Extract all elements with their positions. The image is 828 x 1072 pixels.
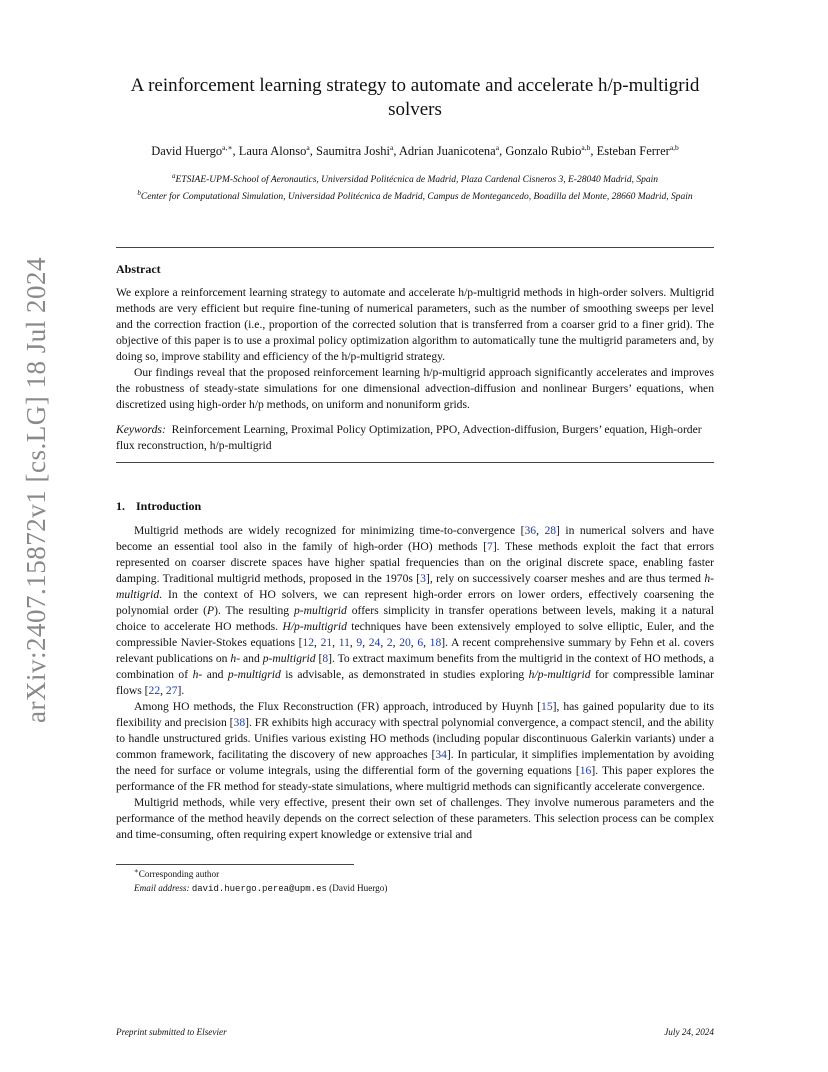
email-link[interactable]: david.huergo.perea@upm.es: [191, 883, 327, 894]
author-affiliation-mark: a: [389, 143, 394, 152]
citation-link[interactable]: 21: [320, 636, 333, 650]
citation-link[interactable]: 24: [368, 636, 381, 650]
keywords-text: Reinforcement Learning, Proximal Policy Optimization, PPO, Advection-diffusion, Burgers’ equation, High-order flux reconstruction, h/p-multigrid: [116, 423, 702, 453]
author-name: Gonzalo Rubio: [505, 144, 582, 159]
author-name: Saumitra Joshi: [316, 144, 390, 159]
arxiv-identifier-stamp: arXiv:2407.15872v1 [cs.LG] 18 Jul 2024: [21, 257, 51, 723]
affiliation-line: $^a$ETSIAE-UPM-School of Aeronautics, Universidad Politécnica de Madrid, Plaza Cardenal Cisneros 3, E-28040 Madrid, Spain: [172, 172, 658, 186]
footer-preprint: Preprint submitted to Elsevier: [116, 1027, 227, 1037]
author-affiliation-mark: a,b: [669, 143, 679, 152]
italic-term: p-multigrid: [227, 668, 281, 682]
italic-term: h/p-multigrid: [528, 668, 591, 682]
citation-link[interactable]: 20: [399, 636, 411, 650]
citation-link[interactable]: 12: [302, 636, 315, 650]
citation-link[interactable]: 18: [429, 636, 442, 650]
citation-link[interactable]: 2: [386, 636, 393, 650]
footnote-email: [134, 882, 714, 896]
author-affiliation-mark: a,b: [581, 143, 591, 152]
intro-paragraph-1: Multigrid methods are widely recognized for minimizing time-to-convergence [36, 28] in numerical solvers and have become an essential tool also in the family of high-order (HO) methods [7]. These methods exploit the fact that errors represented on coarser discrete spaces have higher spatial frequencies than on the original discrete space, enabling faster damping. Traditional multigrid methods, proposed in the 1970s [3], rely on successively coarser meshes and are thus termed h-multigrid. In the context of HO solvers, we can represent high-order errors on lower orders, effectively coarsening the polynomial order (P). The resulting p-multigrid offers simplicity in transfer operations between levels, making it a natural choice to accelerate HO methods. H/p-multigrid techniques have been extensively employed to solve elliptic, Euler, and the compressible Navier-Stokes equations [12, 21, 11, 9, 24, 2, 20, 6, 18]. A recent comprehensive summary by Fehn et al. covers relevant publications on h- and p-multigrid [8]. To extract maximum benefits from the multigrid in the context of HO methods, a combination of h- and p-multigrid is advisable, as demonstrated in studies exploring h/p-multigrid for compressible laminar flows [22, 27].: [116, 524, 715, 698]
citation-link[interactable]: 27: [165, 684, 178, 698]
citation-link[interactable]: 28: [544, 524, 557, 538]
italic-term: P: [206, 604, 215, 618]
email-label: Email address:: [134, 882, 190, 893]
citation-link[interactable]: 6: [417, 636, 424, 650]
citation-link[interactable]: 11: [338, 636, 350, 650]
author-affiliation-mark: a,∗: [222, 143, 233, 152]
affiliations: [116, 170, 714, 203]
citation-link[interactable]: 16: [579, 764, 592, 778]
author-name: Laura Alonso: [238, 144, 307, 159]
abstract-bottom-rule: [116, 462, 714, 463]
citation-link[interactable]: 9: [356, 636, 363, 650]
citation-link[interactable]: 3: [420, 572, 426, 586]
italic-term: h-: [230, 652, 241, 666]
footnote-corresponding: [134, 865, 714, 881]
citation-link[interactable]: 36: [524, 524, 537, 538]
intro-paragraph-2: Among HO methods, the Flux Reconstruction (FR) approach, introduced by Huynh [15], has gained popularity due to its flexibility and precision [38]. FR exhibits high accuracy with spectral polynomial convergence, a compact stencil, and the ability to handle unstructured grids. Unifies various existing HO methods (including popular discontinuous Galerkin variants) under a common framework, facilitating the discovery of new approaches [34]. In particular, it simplifies implementation by avoiding the need for surface or volume integrals, using the differential form of the governing equations [16]. This paper explores the performance of the FR method for steady-state simulations, where multigrid methods can significantly accelerate convergence.: [116, 700, 715, 794]
italic-term: h-multigrid: [116, 572, 714, 602]
paper-title: A reinforcement learning strategy to automate and accelerate h/p-multigrid solvers: [130, 75, 700, 120]
abstract-top-rule: [116, 247, 714, 248]
affiliation-line: $^b$Center for Computational Simulation, Universidad Politécnica de Madrid, Campus de Montegancedo, Boadilla del Monte, 28660 Madrid, Spain: [137, 188, 693, 202]
citation-link[interactable]: 22: [148, 684, 161, 698]
page-footer: [116, 1026, 714, 1038]
citation-link[interactable]: 8: [322, 652, 329, 666]
section-number: 1.: [116, 499, 125, 514]
author-name: Adrian Juanicotena: [398, 144, 496, 159]
citation-link[interactable]: 15: [541, 700, 553, 714]
abstract-paragraph-1: We explore a reinforcement learning strategy to automate and accelerate h/p-multigrid methods in high-order solvers. Multigrid methods are very efficient but require fine-tuning of numerical parameters, such as the number of smoothing sweeps per level and the correction fraction (i.e., proportion of the corrected solution that is transferred from a coarser grid to a finer grid). The objective of this paper is to use a proximal policy optimization algorithm to automatically tune the multigrid parameters and, by doing so, improve stability and efficiency of the h/p-multigrid strategy.: [116, 286, 714, 364]
author-name: Esteban Ferrer: [596, 144, 670, 159]
italic-term: p-multigrid: [262, 652, 316, 666]
footer-date: July 24, 2024: [664, 1027, 714, 1037]
abstract-heading: Abstract: [116, 262, 161, 277]
abstract-body: [116, 285, 714, 413]
keywords: [116, 422, 714, 454]
italic-term: p-multigrid: [294, 604, 347, 618]
email-owner: (David Huergo): [329, 882, 388, 893]
author-affiliation-mark: a: [495, 143, 500, 152]
footnote-marker: ∗: [134, 867, 139, 876]
section-title: Introduction: [136, 499, 202, 514]
citation-link[interactable]: 38: [233, 716, 246, 730]
citation-link[interactable]: 7: [487, 540, 493, 554]
italic-term: h-: [192, 668, 203, 682]
author-name: David Huergo: [151, 144, 223, 159]
footnote-text: Corresponding author: [138, 869, 220, 880]
italic-term: H/p-multigrid: [282, 620, 347, 634]
author-list: David Huergo$^{a,∗}$, Laura Alonso$^a$, Saumitra Joshi$^a$, Adrian Juanicotena$^a$, Gonzalo Rubio$^{a,b}$, Esteban Ferrer$^{a,b}$: [151, 143, 679, 159]
paper-page: [116, 0, 714, 896]
abstract-paragraph-2: Our findings reveal that the proposed reinforcement learning h/p-multigrid approach significantly accelerates and improves the robustness of steady-state simulations for one dimensional advection-diffusion and nonlinear Burgers’ equations, when discretized using high-order h/p methods, on uniform and nonuniform grids.: [116, 366, 714, 412]
author-affiliation-mark: a: [306, 143, 310, 152]
intro-paragraph-3: Multigrid methods, while very effective, present their own set of challenges. They involve numerous parameters and the performance of the method heavily depends on the correct selection of these parameters. This selection process can be complex and time-consuming, often requiring expert knowledge or extensive trial and: [116, 796, 714, 842]
section-heading-introduction: [116, 499, 714, 514]
citation-link[interactable]: 34: [435, 748, 447, 762]
keywords-label: Keywords:: [116, 423, 166, 437]
